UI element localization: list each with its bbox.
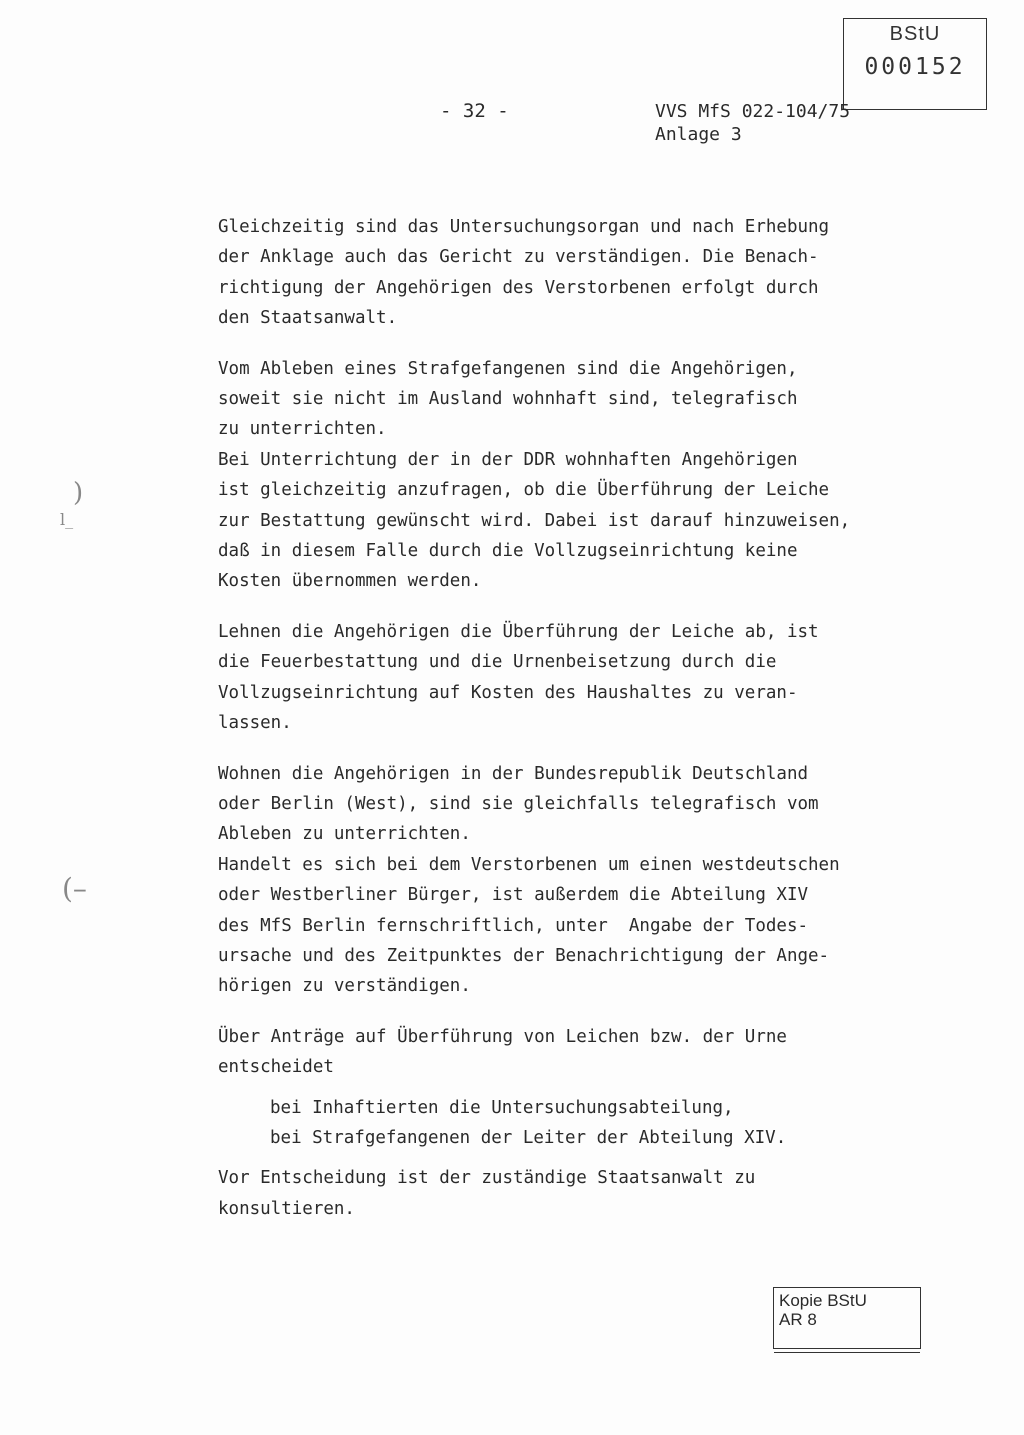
text-line: Lehnen die Angehörigen die Überführung der Leiche ab, ist <box>218 621 819 642</box>
text-line: bei Strafgefangenen der Leiter der Abteilung XIV. <box>270 1127 787 1148</box>
stamp-org: BStU <box>889 23 941 45</box>
text-line: entscheidet <box>218 1057 334 1078</box>
archive-stamp <box>843 18 987 110</box>
attachment-label: Anlage 3 <box>655 124 742 145</box>
text-line: Wohnen die Angehörigen in der Bundesrepublik Deutschland <box>218 763 809 784</box>
text-line: den Staatsanwalt. <box>218 308 398 329</box>
copy-stamp-line2: AR 8 <box>779 1310 817 1329</box>
text-line: der Anklage auch das Gericht zu verständigen. Die Benach- <box>218 247 819 268</box>
stamp-underline <box>774 1352 920 1353</box>
stamp-number: 000152 <box>864 54 966 80</box>
text-line: des MfS Berlin fernschriftlich, unter Angabe der Todes- <box>218 915 809 936</box>
text-line: Gleichzeitig sind das Untersuchungsorgan und nach Erhebung <box>218 217 830 237</box>
reference-number: VVS MfS 022-104/75 <box>655 101 851 122</box>
text-line: hörigen zu verständigen. <box>218 976 471 997</box>
text-line: Vom Ableben eines Strafgefangenen sind die Angehörigen, <box>218 358 798 379</box>
margin-mark: l_ <box>60 510 74 529</box>
text-line: zur Bestattung gewünscht wird. Dabei ist darauf hinzuweisen, <box>218 510 851 531</box>
text-line: oder Westberliner Bürger, ist außerdem die Abteilung XIV <box>218 885 809 906</box>
text-line: soweit sie nicht im Ausland wohnhaft sind, telegrafisch <box>218 389 798 410</box>
text-line: bei Inhaftierten die Untersuchungsabteilung, <box>270 1097 734 1118</box>
text-line: Handelt es sich bei dem Verstorbenen um einen westdeutschen <box>218 854 840 875</box>
text-line: die Feuerbestattung und die Urnenbeisetzung durch die <box>218 652 777 673</box>
text-line: ursache und des Zeitpunktes der Benachrichtigung der Ange- <box>218 945 830 966</box>
text-line: konsultieren. <box>218 1198 355 1219</box>
text-line: oder Berlin (West), sind sie gleichfalls telegrafisch vom <box>218 793 819 814</box>
document-reference <box>655 100 850 146</box>
text-line: Bei Unterrichtung der in der DDR wohnhaften Angehörigen <box>218 449 798 470</box>
copy-stamp <box>773 1287 921 1349</box>
text-line: Ableben zu unterrichten. <box>218 824 471 845</box>
text-line: ist gleichzeitig anzufragen, ob die Überführung der Leiche <box>218 480 830 501</box>
document-body <box>218 212 878 1224</box>
text-line: Kosten übernommen werden. <box>218 571 482 592</box>
text-line: daß in diesem Falle durch die Vollzugseinrichtung keine <box>218 541 798 562</box>
text-line: zu unterrichten. <box>218 419 387 440</box>
text-line: richtigung der Angehörigen des Verstorbenen erfolgt durch <box>218 277 819 298</box>
page-number: - 32 - <box>440 100 509 122</box>
text-line: Vollzugseinrichtung auf Kosten des Haushaltes zu veran- <box>218 682 798 703</box>
margin-mark: (– <box>62 872 87 905</box>
copy-stamp-line1: Kopie BStU <box>779 1291 867 1310</box>
text-line: Über Anträge auf Überführung von Leichen bzw. der Urne <box>218 1026 787 1047</box>
text-line: Vor Entscheidung ist der zuständige Staatsanwalt zu <box>218 1168 756 1189</box>
text-line: lassen. <box>218 713 292 734</box>
margin-mark: ) <box>73 478 84 508</box>
